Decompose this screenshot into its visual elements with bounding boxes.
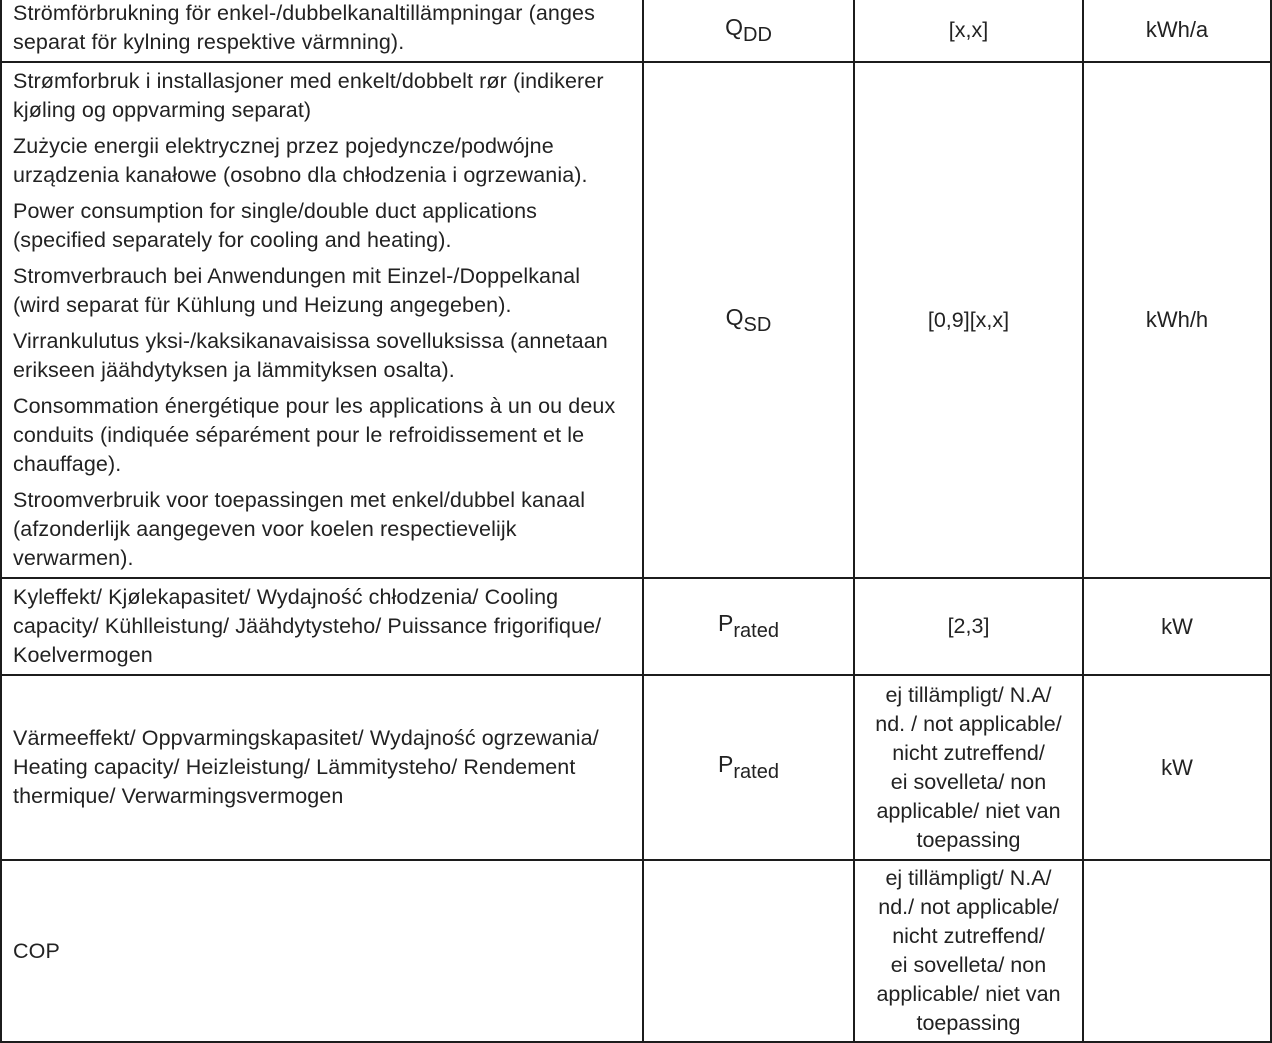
description-text: COP xyxy=(13,938,60,963)
value-line: nicht zutreffend/ xyxy=(892,924,1045,948)
value-line: ei sovelleta/ non xyxy=(890,769,1047,794)
value-line: nicht zutreffend/ xyxy=(892,740,1045,765)
symbol-cell xyxy=(643,0,854,62)
symbol-main: Q xyxy=(725,303,744,330)
value-line: ej tillämpligt/ N.A/ xyxy=(885,866,1052,890)
symbol-subscript: rated xyxy=(733,761,779,783)
description-cell xyxy=(1,675,643,860)
value-cell xyxy=(854,860,1083,1042)
table-row-qdd xyxy=(1,0,1271,62)
description-text: Strömförbrukning för enkel-/dubbelkanaltillämpningar (anges separat för kylning respektive värmning). xyxy=(13,1,595,54)
value-line: applicable/ niet van xyxy=(876,982,1061,1006)
unit-cell xyxy=(1083,0,1271,62)
value-line: nd. / not applicable/ xyxy=(875,711,1062,736)
symbol-cell xyxy=(643,675,854,860)
description-cell xyxy=(1,578,643,675)
value-cell xyxy=(854,578,1083,675)
description-cell xyxy=(1,860,643,1042)
table-row-qsd xyxy=(1,62,1271,578)
unit-text: kWh/h xyxy=(1145,307,1209,332)
symbol-cell xyxy=(643,62,854,578)
value-cell xyxy=(854,62,1083,578)
description-text: Power consumption for single/double duct applications (specified separately for cooling and heating). xyxy=(13,199,537,252)
value-cell xyxy=(854,0,1083,62)
symbol-main: P xyxy=(718,610,734,636)
value-line: nd./ not applicable/ xyxy=(878,895,1059,919)
value-cell xyxy=(854,675,1083,860)
table-row-heating-capacity xyxy=(1,675,1271,860)
symbol-main: P xyxy=(718,751,734,777)
unit-cell xyxy=(1083,675,1271,860)
description-text: Värmeeffekt/ Oppvarmingskapasitet/ Wydajność ogrzewania/ Heating capacity/ Heizleistung/ Lämmitysteho/ Rendement thermique/ Verwarmingsvermogen xyxy=(13,726,599,808)
description-cell xyxy=(1,62,643,578)
value-text: [0,9][x,x] xyxy=(927,307,1010,332)
value-line: ei sovelleta/ non xyxy=(890,953,1047,977)
table-row-cooling-capacity xyxy=(1,578,1271,675)
description-text: Stroomverbruik voor toepassingen met enkel/dubbel kanaal (afzonderlijk aangegeven voor koelen respectievelijk verwarmen). xyxy=(13,488,586,570)
symbol-main: Q xyxy=(725,13,743,40)
unit-cell xyxy=(1083,578,1271,675)
description-text: Zużycie energii elektrycznej przez pojedyncze/podwójne urządzenia kanałowe (osobno dla chłodzenia i ogrzewania). xyxy=(13,134,588,187)
description-text: Strømforbruk i installasjoner med enkelt/dobbelt rør (indikerer kjøling og oppvarming separat) xyxy=(13,69,604,122)
value-line: ej tillämpligt/ N.A/ xyxy=(885,682,1052,707)
value-text: [2,3] xyxy=(947,614,990,638)
unit-text: kWh/a xyxy=(1145,17,1209,42)
symbol-cell xyxy=(643,860,854,1042)
description-cell xyxy=(1,0,643,62)
value-line: applicable/ niet van xyxy=(876,798,1061,823)
value-line: toepassing xyxy=(916,827,1021,852)
symbol-cell xyxy=(643,578,854,675)
description-text: Stromverbrauch bei Anwendungen mit Einzel-/Doppelkanal (wird separat für Kühlung und Heizung angegeben). xyxy=(13,264,581,317)
unit-cell xyxy=(1083,860,1271,1042)
unit-text: kW xyxy=(1161,754,1193,780)
symbol-subscript: rated xyxy=(733,620,779,642)
table-row-cop xyxy=(1,860,1271,1042)
unit-cell xyxy=(1083,62,1271,578)
unit-text: kW xyxy=(1161,613,1193,639)
description-text: Consommation énergétique pour les applications à un ou deux conduits (indiquée séparément pour le refroidissement et le chauffage). xyxy=(13,394,616,476)
description-text: Virrankulutus yksi-/kaksikanavaisissa sovelluksissa (annetaan erikseen jäähdytyksen ja lämmityksen osalta). xyxy=(13,329,608,382)
description-text: Kyleffekt/ Kjølekapasitet/ Wydajność chłodzenia/ Cooling capacity/ Kühlleistung/ Jäähdytysteho/ Puissance frigorifique/ Koelvermogen xyxy=(13,585,602,667)
symbol-subscript: SD xyxy=(743,313,772,336)
symbol-subscript: DD xyxy=(743,23,772,46)
value-text: [x,x] xyxy=(948,17,989,42)
value-line: toepassing xyxy=(916,1011,1021,1035)
